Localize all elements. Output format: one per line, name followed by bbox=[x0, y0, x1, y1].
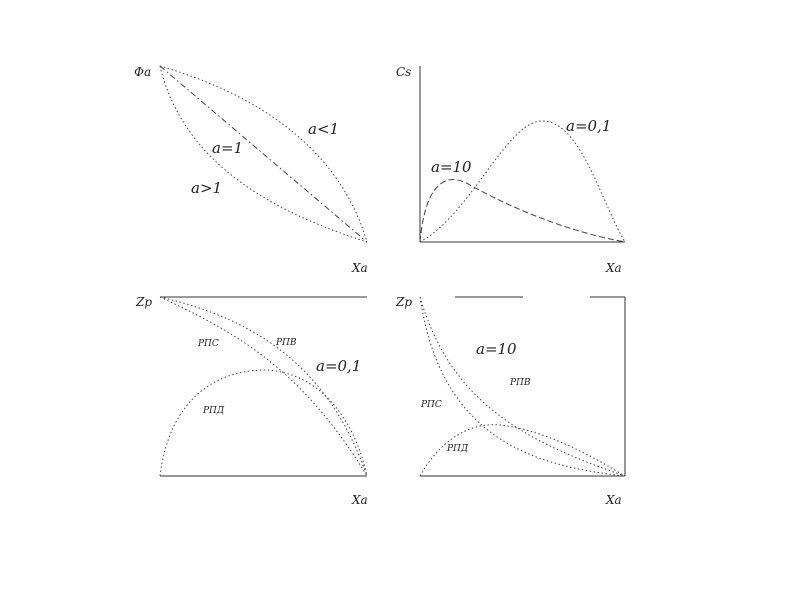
tr-label-a-0-1: a=0,1 bbox=[566, 117, 612, 135]
tr-label-a-10: a=10 bbox=[431, 158, 472, 176]
tr-curve-a-10 bbox=[420, 180, 625, 242]
br-label-rpv: РПВ bbox=[510, 378, 531, 388]
tl-label-a-equal-1: a=1 bbox=[212, 139, 244, 157]
tl-y-label: Фа bbox=[134, 65, 152, 79]
br-x-label: Xa bbox=[606, 493, 622, 507]
br-label-rps: РПС bbox=[421, 400, 442, 410]
br-label-a-10: a=10 bbox=[476, 340, 517, 358]
br-label-rpd: РПД bbox=[447, 444, 469, 454]
tl-x-label: Xa bbox=[352, 261, 368, 275]
bl-x-label: Xa bbox=[352, 493, 368, 507]
panel-bottom-left bbox=[135, 295, 368, 507]
bl-curve-rpd bbox=[160, 370, 367, 476]
tl-label-a-less-1: a<1 bbox=[308, 120, 340, 138]
br-y-label: Zp bbox=[396, 295, 413, 309]
bl-curve-rpv bbox=[160, 297, 367, 476]
tr-curve-a-0-1 bbox=[420, 121, 625, 242]
tl-label-a-greater-1: a>1 bbox=[191, 179, 223, 197]
tr-y-label: Cs bbox=[396, 65, 412, 79]
bl-label-rpv: РПВ bbox=[276, 338, 297, 348]
tr-x-label: Xa bbox=[606, 261, 622, 275]
panel-top-right bbox=[396, 65, 625, 275]
panel-bottom-right bbox=[395, 295, 625, 507]
bl-label-rpd: РПД bbox=[203, 406, 225, 416]
tl-curve-a-equal-1 bbox=[160, 66, 367, 242]
bl-y-label: Zp bbox=[136, 295, 153, 309]
bl-label-rps: РПС bbox=[198, 339, 219, 349]
bl-label-a-0-1: a=0,1 bbox=[316, 357, 362, 375]
panel-top-left bbox=[134, 65, 368, 275]
bl-curve-rps bbox=[160, 297, 367, 476]
